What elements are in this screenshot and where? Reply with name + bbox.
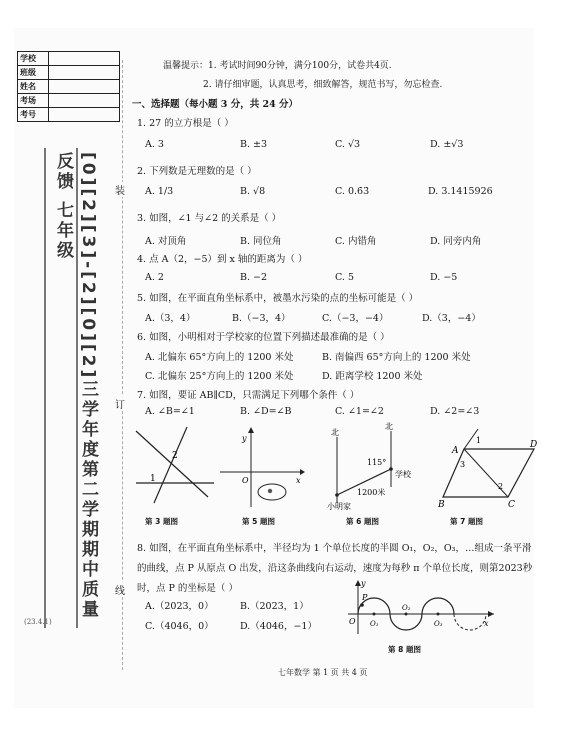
info-label: 姓名: [18, 80, 49, 94]
question-2-stem: 2. 下列数是无理数的是（ ）: [137, 166, 257, 177]
fig8-o3-point: [437, 613, 440, 616]
info-label: 考号: [18, 108, 49, 122]
fig8-point-p: [360, 603, 364, 607]
question-6-option-a[interactable]: A. 北偏东 65°方向上的 1200 米处: [145, 352, 294, 363]
question-8-option-a[interactable]: A.（2023，0）: [145, 601, 214, 612]
fig8-origin-label: O: [349, 617, 356, 626]
info-blank[interactable]: [49, 66, 120, 80]
fig8-y-label: y: [361, 579, 366, 588]
fig6-north-label-1: 北: [331, 428, 339, 437]
question-8-line-2: 的曲线，点 P 从原点 O 出发，沿这条曲线向右运动，速度为每秒 π 个单位长度，则第2023秒: [137, 563, 533, 574]
figure-6-caption: 第 6 题图: [346, 517, 379, 526]
question-1-option-a[interactable]: A. 3: [145, 139, 164, 150]
fig6-home-point: [335, 493, 339, 497]
fig8-o1-label: O₁: [370, 620, 379, 628]
question-4-option-d[interactable]: D. −5: [430, 272, 458, 283]
side-code: (23.4.1): [24, 618, 52, 626]
fig7-label-d: D: [530, 440, 538, 450]
question-7-option-b[interactable]: B. ∠D=∠B: [240, 406, 292, 417]
question-7-option-d[interactable]: D. ∠2=∠3: [430, 406, 480, 417]
fig6-school-label: 学校: [395, 470, 411, 479]
fig8-o2-point: [405, 613, 408, 616]
info-row-school: [18, 52, 120, 66]
question-7-option-c[interactable]: C. ∠1=∠2: [335, 406, 384, 417]
question-2-option-c[interactable]: C. 0.6̇3̇: [335, 186, 370, 197]
question-4-option-b[interactable]: B. −2: [240, 272, 268, 283]
page-footer: 七年数学 第 1 页 共 4 页: [278, 668, 368, 677]
fig7-angle-2: 2: [498, 482, 504, 491]
side-title-text: [0][2][3]-[2][0][2]三学年度第二学期期中质量反馈 七年级: [53, 152, 98, 621]
info-blank[interactable]: [49, 94, 120, 108]
question-4-option-a[interactable]: A. 2: [145, 272, 164, 283]
question-6-option-c[interactable]: C. 北偏东 25°方向上的 1200 米处: [145, 371, 294, 382]
question-8-option-b[interactable]: B.（2023，1）: [240, 601, 309, 612]
fig7-label-a: A: [452, 446, 459, 456]
question-1-option-c[interactable]: C. √3: [335, 139, 361, 150]
info-row-class: [18, 66, 120, 80]
question-1-option-d[interactable]: D. ±√3: [430, 139, 464, 150]
figure-3: [132, 425, 214, 510]
fig8-o1-point: [373, 613, 376, 616]
fig6-home-label: 小明家: [327, 502, 351, 511]
fig8-o3-label: O₃: [434, 620, 443, 628]
question-3-option-b[interactable]: B. 同位角: [240, 236, 282, 247]
info-blank[interactable]: [49, 80, 120, 94]
fig8-p-label: P: [362, 593, 368, 602]
fig8-o2-label: O₂: [402, 604, 411, 612]
question-5-option-b[interactable]: B.（−3，4）: [232, 313, 291, 324]
question-1-option-b[interactable]: B. ±3: [240, 139, 268, 150]
question-2-option-b[interactable]: B. √8: [240, 186, 266, 197]
fig3-line-1: [136, 431, 208, 497]
fig6-angle-label: 115°: [367, 458, 387, 467]
question-8-option-d[interactable]: D.（4046，−1）: [240, 621, 317, 632]
question-7-option-a[interactable]: A. ∠B=∠1: [145, 406, 195, 417]
info-blank[interactable]: [49, 52, 120, 66]
info-blank[interactable]: [49, 108, 120, 122]
question-4-option-c[interactable]: C. 5: [335, 272, 355, 283]
fig6-school-point: [389, 467, 393, 471]
margin-char-bind: 装: [115, 182, 125, 197]
figure-7: [438, 425, 538, 510]
side-exam-title: [44, 148, 98, 628]
fig7-label-c: C: [508, 500, 515, 510]
question-5-option-d[interactable]: D.（3，−4）: [422, 313, 481, 324]
fig8-curve-continued: [454, 614, 486, 630]
fig6-north-label-2: 北: [385, 422, 393, 431]
figure-7-caption: 第 7 题图: [450, 517, 483, 526]
fig5-origin-label: O: [242, 476, 249, 485]
question-3-option-c[interactable]: C. 内错角: [335, 236, 377, 247]
fig5-x-label: x: [296, 476, 301, 485]
hint-line-2: 2. 请仔细审题，认真思考，细致解答，规范书写，勿忘检查.: [203, 80, 443, 90]
question-8-option-c[interactable]: C.（4046，0）: [145, 621, 214, 632]
fig8-x-arrow: [488, 611, 494, 617]
question-6-option-d[interactable]: D. 距离学校 1200 米处: [322, 371, 423, 382]
question-5-stem: 5. 如图，在平面直角坐标系中，被墨水污染的点的坐标可能是（ ）: [137, 293, 419, 304]
fig7-angle-3: 3: [460, 460, 466, 469]
fig8-x-label: x: [484, 619, 489, 628]
hint-line-1: 温馨提示：1. 考试时间90分钟，满分100分，试卷共4页.: [163, 61, 392, 71]
fig3-label-1: 1: [150, 474, 156, 484]
question-4-stem: 4. 点 A（2，−5）到 x 轴的距离为（ ）: [137, 254, 308, 265]
fig5-y-arrow: [248, 427, 254, 433]
figure-3-caption: 第 3 题图: [145, 517, 178, 526]
margin-char-staple: 订: [115, 396, 125, 411]
question-7-stem: 7. 如图，要证 AB∥CD，只需满足下列哪个条件（ ）: [137, 390, 360, 401]
info-label: 学校: [18, 52, 49, 66]
fig7-angle-1: 1: [476, 436, 482, 445]
question-5-option-c[interactable]: C.（−3，−4）: [322, 313, 389, 324]
question-2-option-d[interactable]: D. 3.1415926: [428, 186, 493, 197]
fig5-ink-blot: [258, 484, 286, 500]
question-3-option-d[interactable]: D. 同旁内角: [430, 236, 482, 247]
info-label: 班级: [18, 66, 49, 80]
fig7-label-b: B: [438, 500, 445, 510]
section-title: 一、选择题（每小题 3 分，共 24 分）: [132, 99, 299, 110]
figure-8-caption: 第 8 题图: [388, 645, 421, 654]
info-label: 考场: [18, 94, 49, 108]
figure-5-caption: 第 5 题图: [242, 517, 275, 526]
info-row-name: [18, 80, 120, 94]
figure-8: [344, 578, 494, 640]
question-3-option-a[interactable]: A. 对顶角: [145, 236, 187, 247]
question-1-stem: 1. 27 的立方根是（ ）: [137, 118, 234, 129]
fig7-parallelogram: [443, 449, 534, 497]
fig3-line-3: [154, 427, 187, 503]
question-8-line-1: 8. 如图，在平面直角坐标系中，半径均为 1 个单位长度的半圆 O₁，O₂，O₃，…组成一条平滑: [137, 543, 532, 554]
question-5-option-a[interactable]: A.（3，4）: [145, 313, 196, 324]
question-6-stem: 6. 如图，小明相对于学校家的位置下列描述最准确的是（ ）: [137, 332, 390, 343]
question-2-option-a[interactable]: A. 1/3: [145, 186, 174, 197]
fig5-y-label: y: [242, 434, 247, 443]
info-row-room: [18, 94, 120, 108]
fig3-label-2: 2: [172, 451, 178, 461]
info-row-number: [18, 108, 120, 122]
figure-5: [218, 425, 303, 510]
question-3-stem: 3. 如图，∠1 与∠2 的关系是（ ）: [137, 213, 282, 224]
fig5-ink-dot: [268, 489, 272, 493]
fig6-distance-label: 1200米: [357, 488, 386, 497]
binding-line: [122, 60, 123, 670]
margin-char-line: 线: [115, 582, 125, 597]
figure-6: [315, 422, 435, 511]
question-8-line-3: 时，点 P 的坐标是（ ）: [137, 583, 238, 594]
question-6-option-b[interactable]: B. 南偏西 65°方向上的 1200 米处: [322, 352, 471, 363]
student-info-table: [17, 51, 120, 122]
